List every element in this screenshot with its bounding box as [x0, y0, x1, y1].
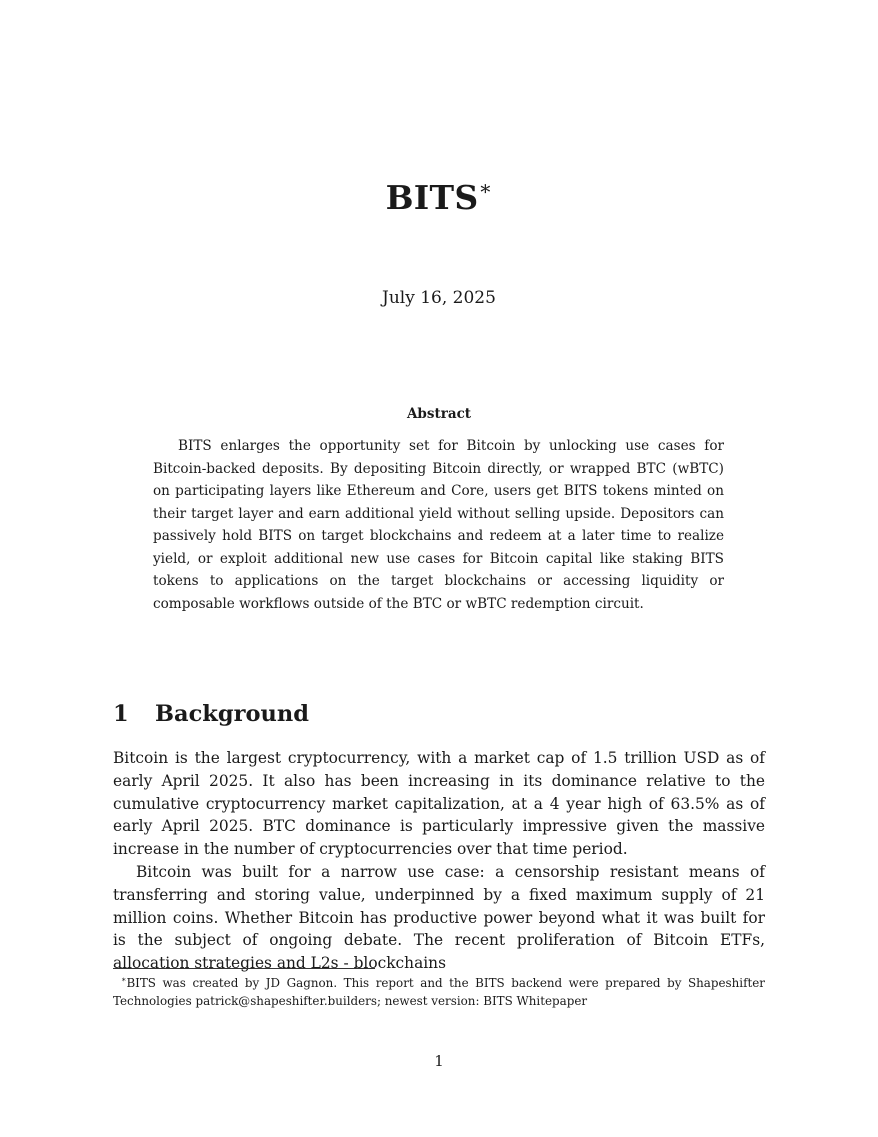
section-body: [113, 747, 765, 975]
section-title: Background: [155, 701, 309, 727]
title-text: BITS: [385, 178, 479, 217]
body-paragraph-2: Bitcoin was built for a narrow use case: a censorship resistant means of transferring and storing value, underpinned by a fixed maximum supply of 21 million coins. Whether Bitcoin has productive power beyond what it was built for is the subject of ongoing debate. The recent proliferation of Bitcoin ETFs, allocation strategies and L2s - blockchains: [113, 862, 765, 973]
title-footnote-mark[interactable]: ∗: [478, 176, 493, 200]
footnote: [113, 971, 765, 1010]
section-number: 1: [113, 701, 129, 727]
footnote-text: BITS was created by JD Gagnon. This report and the BITS backend were prepared by Shapeshifter Technologies patrick@shapeshifter.builders; newest version: BITS Whitepaper: [113, 975, 765, 1008]
section-heading-background: [113, 701, 309, 727]
body-paragraph-1: Bitcoin is the largest cryptocurrency, with a market cap of 1.5 trillion USD as of early April 2025. It also has been increasing in its dominance relative to the cumulative cryptocurrency market capitalization, at a 4 year high of 63.5% as of early April 2025. BTC dominance is particularly impressive given the massive increase in the number of cryptocurrencies over that time period.: [113, 749, 765, 859]
page-number: 1: [434, 1052, 444, 1070]
paper-title: [0, 178, 878, 217]
footnote-divider: [113, 968, 375, 969]
footnote-mark: ∗: [121, 975, 127, 984]
abstract-text: BITS enlarges the opportunity set for Bitcoin by unlocking use cases for Bitcoin-backed deposits. By depositing Bitcoin directly, or wrapped BTC (wBTC) on participating layers like Ethereum and Core, users get BITS tokens minted on their target layer and earn additional yield without selling upside. Depositors can passively hold BITS on target blockchains and redeem at a later time to realize yield, or exploit additional new use cases for Bitcoin capital like staking BITS tokens to applications on the target blockchains or accessing liquidity or composable workflows outside of the BTC or wBTC redemption circuit.: [153, 438, 724, 612]
paper-date: July 16, 2025: [382, 288, 496, 308]
abstract-heading: Abstract: [406, 406, 472, 422]
